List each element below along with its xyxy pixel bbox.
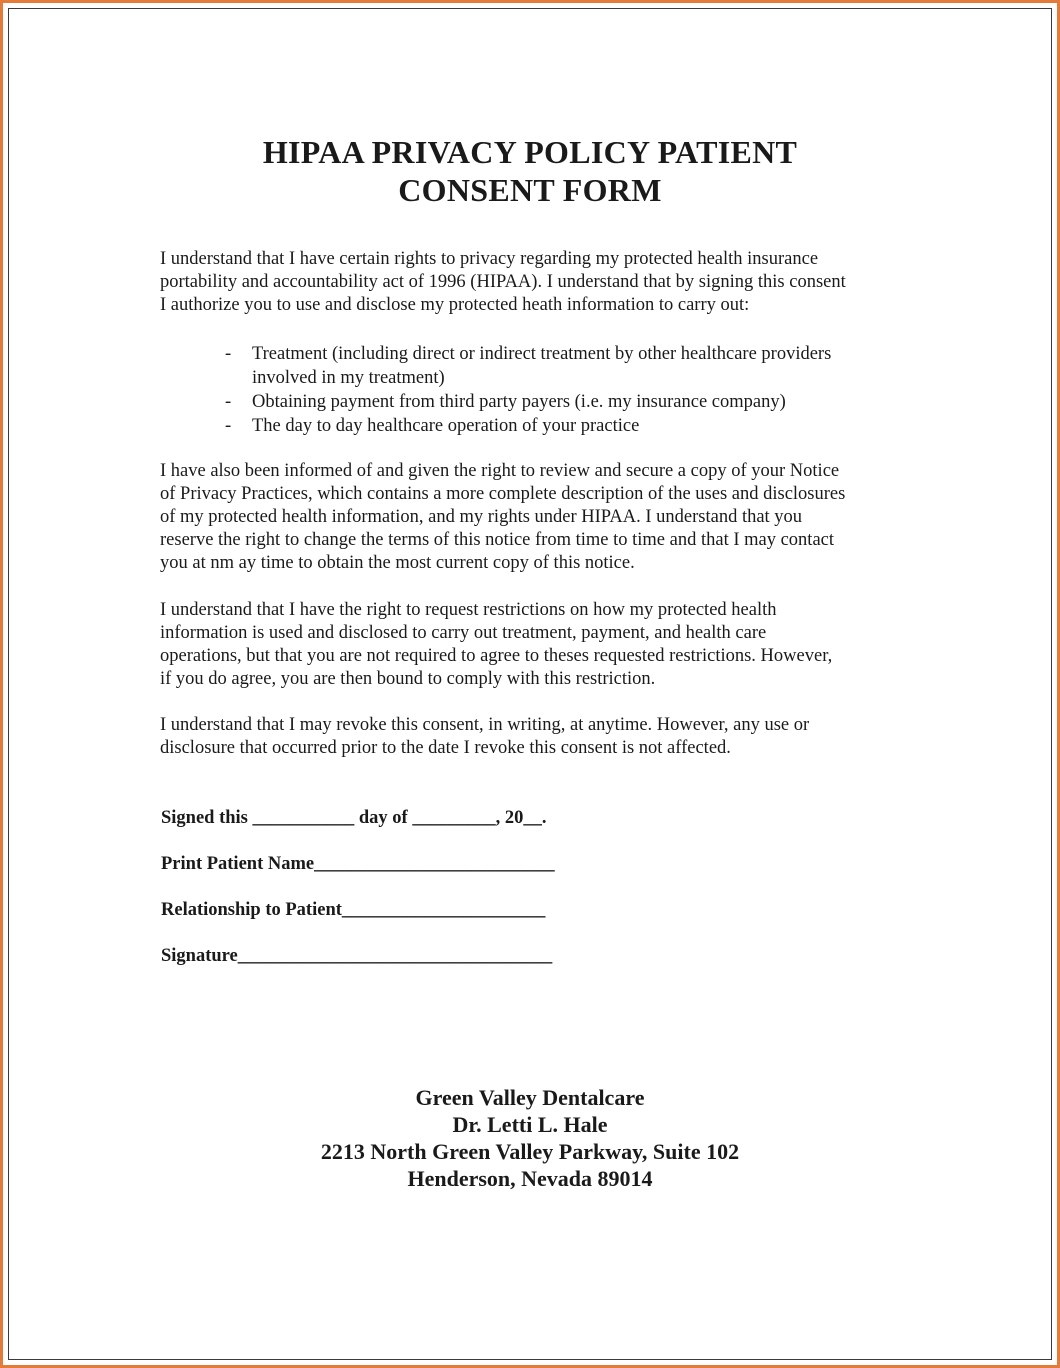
list-item-line: Treatment (including direct or indirect treatment by other healthcare providers	[252, 344, 832, 364]
restrictions-paragraph	[160, 599, 905, 691]
revoke-line: I understand that I may revoke this consent, in writing, at anytime. However, any use or	[160, 715, 810, 735]
practice-name: Green Valley Dentalcare	[415, 1085, 645, 1110]
address-line-1: 2213 North Green Valley Parkway, Suite 102	[320, 1139, 740, 1164]
restrictions-line: if you do agree, you are then bound to comply with this restriction.	[160, 669, 656, 689]
list-dash: -	[225, 416, 232, 436]
notice-line: of Privacy Practices, which contains a more complete description of the uses and disclosures	[160, 484, 846, 504]
signature-field[interactable]: Signature__________________________________	[161, 946, 553, 966]
restrictions-line: I understand that I have the right to request restrictions on how my protected health	[160, 600, 777, 620]
restrictions-line: operations, but that you are not required to agree to theses requested restrictions. However,	[160, 646, 833, 666]
intro-line: I understand that I have certain rights to privacy regarding my protected health insurance	[160, 249, 819, 269]
revoke-paragraph	[160, 714, 905, 760]
list-item	[160, 414, 905, 438]
signed-date-field[interactable]: Signed this ___________ day of _________, 20__.	[161, 808, 547, 828]
notice-line: I have also been informed of and given the right to review and secure a copy of your Notice	[160, 461, 840, 481]
intro-paragraph	[160, 248, 905, 317]
list-item-line: The day to day healthcare operation of your practice	[252, 416, 640, 436]
print-patient-name-field[interactable]: Print Patient Name__________________________	[161, 854, 555, 874]
form-title-line-1: HIPAA PRIVACY POLICY PATIENT	[262, 134, 798, 170]
list-item	[160, 342, 905, 390]
notice-paragraph	[160, 460, 905, 575]
revoke-line: disclosure that occurred prior to the date I revoke this consent is not affected.	[160, 738, 731, 758]
form-title-line-2: CONSENT FORM	[398, 172, 662, 208]
restrictions-line: information is used and disclosed to carry out treatment, payment, and health care	[160, 623, 767, 643]
notice-line: of my protected health information, and my rights under HIPAA. I understand that you	[160, 507, 803, 527]
list-dash: -	[225, 392, 232, 412]
address-line-2: Henderson, Nevada 89014	[407, 1166, 653, 1191]
doctor-name: Dr. Letti L. Hale	[452, 1112, 608, 1137]
intro-line: portability and accountability act of 1996 (HIPAA). I understand that by signing this consent	[160, 272, 846, 292]
consent-purpose-list	[160, 342, 905, 438]
list-item-line: Obtaining payment from third party payers (i.e. my insurance company)	[252, 392, 786, 412]
relationship-to-patient-field[interactable]: Relationship to Patient______________________	[161, 900, 546, 920]
list-item	[160, 390, 905, 414]
notice-line: reserve the right to change the terms of this notice from time to time and that I may contact	[160, 530, 835, 550]
list-item-line: involved in my treatment)	[252, 368, 445, 388]
notice-line: you at nm ay time to obtain the most current copy of this notice.	[160, 553, 635, 573]
intro-line: I authorize you to use and disclose my protected heath information to carry out:	[160, 295, 750, 315]
list-dash: -	[225, 344, 232, 364]
